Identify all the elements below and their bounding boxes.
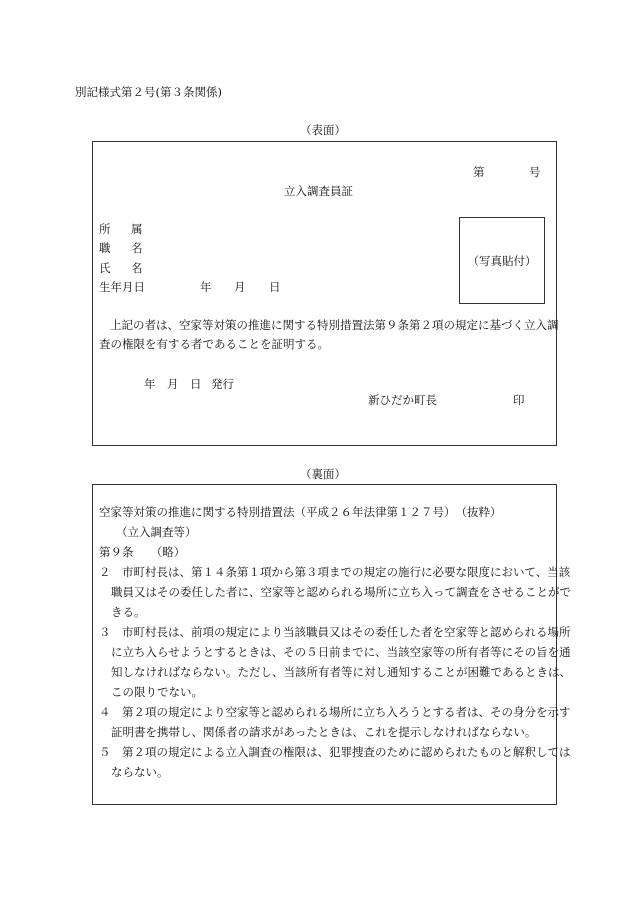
law-line: 職員又はその委任した者に、空家等と認められる場所に立ち入って調査をさせることがで	[111, 585, 571, 599]
affiliation-label-1: 所	[99, 222, 111, 236]
issue-label: 発行	[211, 377, 234, 391]
law-line: 知しなければならない。ただし、当該所有者等に対し通知することが困難であるときは、	[111, 665, 571, 679]
number-prefix: 第	[473, 165, 485, 179]
number-suffix: 号	[529, 165, 541, 179]
law-title: 空家等対策の推進に関する特別措置法（平成２６年法律第１２７号） （抜粋）	[99, 505, 502, 519]
law-line: に立ち入らせようとするときは、その５日前までに、当該空家等の所有者等にその旨を通	[111, 645, 571, 659]
birth-day-label: 日	[269, 280, 281, 294]
form-header: 別記様式第２号(第３条関係)	[75, 85, 222, 99]
statement-line-2: 査の権限を有する者であることを証明する。	[99, 337, 329, 351]
id-card-back	[92, 484, 571, 805]
article-9: 第９条 （略）	[99, 545, 186, 559]
name-label-1: 氏	[99, 261, 111, 275]
photo-box	[459, 217, 545, 304]
law-line: ３ 市町村長は、前項の規定により当該職員又はその委任した者を空家等と認められる場所	[99, 625, 571, 639]
law-line: 証明書を携帯し、関係者の請求があったときは、これを提示しなければならない。	[111, 725, 537, 739]
law-line: この限りでない。	[111, 685, 203, 699]
name-label-2: 名	[131, 261, 143, 275]
law-line: きる。	[111, 605, 146, 619]
id-card-front	[92, 141, 557, 446]
section-caption: （立入調査等）	[116, 525, 197, 539]
law-line: ２ 市町村長は、第１４条第１項から第３項までの規定の施行に必要な限度において、当該	[99, 565, 571, 579]
post-label-1: 職	[99, 241, 111, 255]
affiliation-label-2: 属	[131, 222, 143, 236]
law-line: ５ 第２項の規定による立入調査の権限は、犯罪捜査のために認められたものと解釈しては	[99, 745, 571, 759]
front-side-label: （表面）	[300, 123, 346, 137]
seal-mark: 印	[513, 393, 525, 407]
issue-month: 月	[167, 377, 179, 391]
photo-label: （写真貼付）	[467, 253, 537, 268]
law-line: ならない。	[111, 765, 169, 779]
back-side-label: （裏面）	[300, 467, 346, 481]
birth-year-label: 年	[200, 280, 212, 294]
issue-year: 年	[144, 377, 156, 391]
post-label-2: 名	[131, 241, 143, 255]
issue-day: 日	[190, 377, 202, 391]
birth-month-label: 月	[234, 280, 246, 294]
card-title: 立入調査員証	[284, 184, 353, 198]
issuer-name: 新ひだか町長	[368, 393, 437, 407]
law-line: ４ 第２項の規定により空家等と認められる場所に立ち入ろうとする者は、その身分を示す	[99, 705, 571, 719]
statement-line-1: 上記の者は、空家等対策の推進に関する特別措置法第９条第２項の規定に基づく立入調	[110, 318, 559, 332]
birthdate-label: 生年月日	[99, 280, 145, 294]
